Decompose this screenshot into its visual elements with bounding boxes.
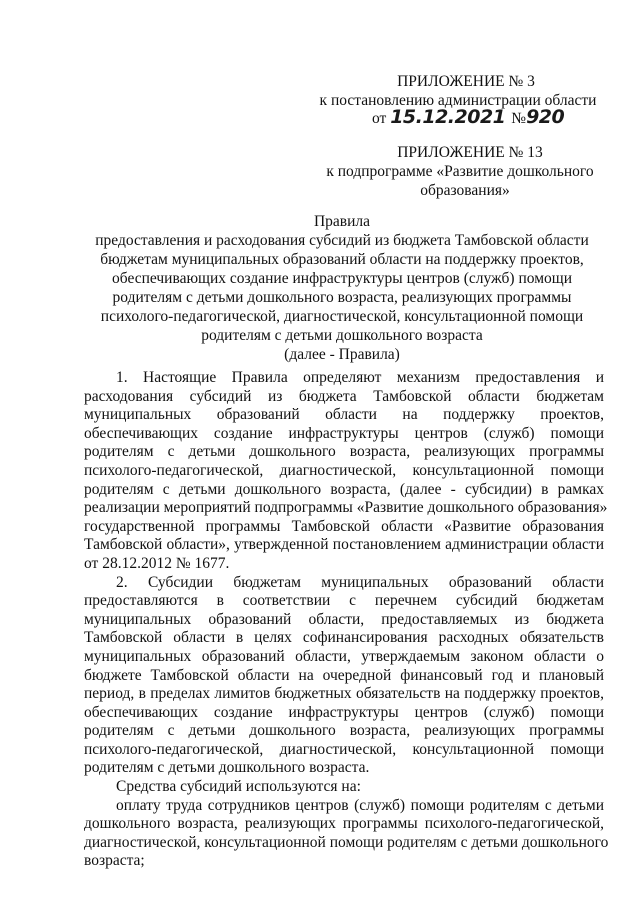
text-line: возраста;: [84, 852, 145, 870]
text-line: предоставляются в соответствии с перечнем субсидий бюджетам: [84, 592, 604, 610]
date-number-line: [372, 108, 592, 128]
text-line: от 28.12.2012 № 1677.: [84, 554, 230, 572]
text-line: расходования субсидий из бюджета Тамбовской области бюджетам: [84, 387, 604, 405]
text-line: Тамбовской области», утвержденной постановлением администрации области: [84, 536, 604, 554]
title-line: психолого-педагогической, диагностической, консультационной помощи: [100, 308, 584, 325]
text-line: бюджете Тамбовской области на очередной финансовый год и плановый: [84, 666, 604, 684]
appendix-13-title: ПРИЛОЖЕНИЕ № 13: [397, 144, 543, 161]
title-line: родителям с детьми дошкольного возраста, реализующих программы: [112, 289, 572, 306]
text-line: дошкольного возраста, реализующих программы психолого-педагогической,: [84, 815, 604, 833]
paragraph-4: [84, 796, 609, 871]
appendix-3-subtitle: к постановлению администрации области: [319, 92, 597, 109]
text-line: обеспечивающих создание инфраструктуры центров (служб) помощи: [84, 703, 604, 721]
text-line: родителям с детьми дошкольного возраста, реализующих программы: [84, 722, 604, 740]
paragraph-2: [84, 574, 604, 779]
rules-title-block: [72, 212, 612, 364]
text-line: муниципальных образований области на поддержку проектов,: [84, 406, 604, 424]
text-line: обеспечивающих создание инфраструктуры центров (служб) помощи: [84, 424, 604, 442]
text-line: Средства субсидий используются на:: [116, 778, 361, 796]
number-prefix: №: [511, 110, 527, 127]
text-line: родителям с детьми дошкольного возраста, (далее - субсидии) в рамках: [84, 480, 604, 498]
paragraph-3: [84, 778, 604, 797]
text-line: родителям с детьми дошкольного возраста.: [84, 759, 370, 777]
text-line: оплату труда сотрудников центров (служб) помощи родителям с детьми: [116, 796, 604, 814]
text-line: диагностической, консультационной помощи родителям с детьми дошкольного: [84, 833, 609, 851]
title-line: бюджетам муниципальных образований области на поддержку проектов,: [100, 251, 584, 268]
appendix-13-line1: к подпрограмме «Развитие дошкольного: [326, 163, 594, 180]
paragraph-1: [84, 369, 608, 574]
text-line: реализации мероприятий подпрограммы «Развитие дошкольного образования»: [84, 499, 608, 517]
document-body: [84, 369, 609, 871]
text-line: Тамбовской области в целях софинансирования расходных обязательств: [84, 629, 604, 647]
text-line: период, в пределах лимитов бюджетных обязательств на поддержку проектов,: [84, 685, 604, 703]
appendix-13-line2: образования»: [420, 182, 510, 199]
title-line: предоставления и расходования субсидий из бюджета Тамбовской области: [95, 232, 589, 249]
handwritten-date: 15.12.2021: [390, 106, 506, 128]
text-line: 2. Субсидии бюджетам муниципальных образований области: [116, 573, 604, 591]
text-line: муниципальных образований области, предоставляемых из бюджета: [84, 610, 604, 628]
title-line: (далее - Правила): [284, 346, 400, 363]
date-prefix: от: [372, 110, 387, 127]
text-line: психолого-педагогической, диагностической, консультационной помощи: [84, 740, 604, 758]
text-line: муниципальных образований области, утверждаемым законом области о: [84, 647, 604, 665]
title-line: родителям с детьми дошкольного возраста: [201, 327, 483, 344]
handwritten-number: 920: [526, 106, 565, 128]
text-line: родителям с детьми дошкольного возраста, реализующих программы: [84, 443, 604, 461]
text-line: психолого-педагогической, диагностической, консультационной помощи: [84, 461, 604, 479]
title-line: обеспечивающих создание инфраструктуры центров (служб) помощи: [112, 270, 572, 287]
appendix-3-title: ПРИЛОЖЕНИЕ № 3: [397, 73, 535, 90]
text-line: 1. Настоящие Правила определяют механизм предоставления и: [116, 369, 604, 386]
rules-heading: Правила: [313, 213, 371, 230]
text-line: государственной программы Тамбовской области «Развитие образования: [84, 517, 604, 535]
